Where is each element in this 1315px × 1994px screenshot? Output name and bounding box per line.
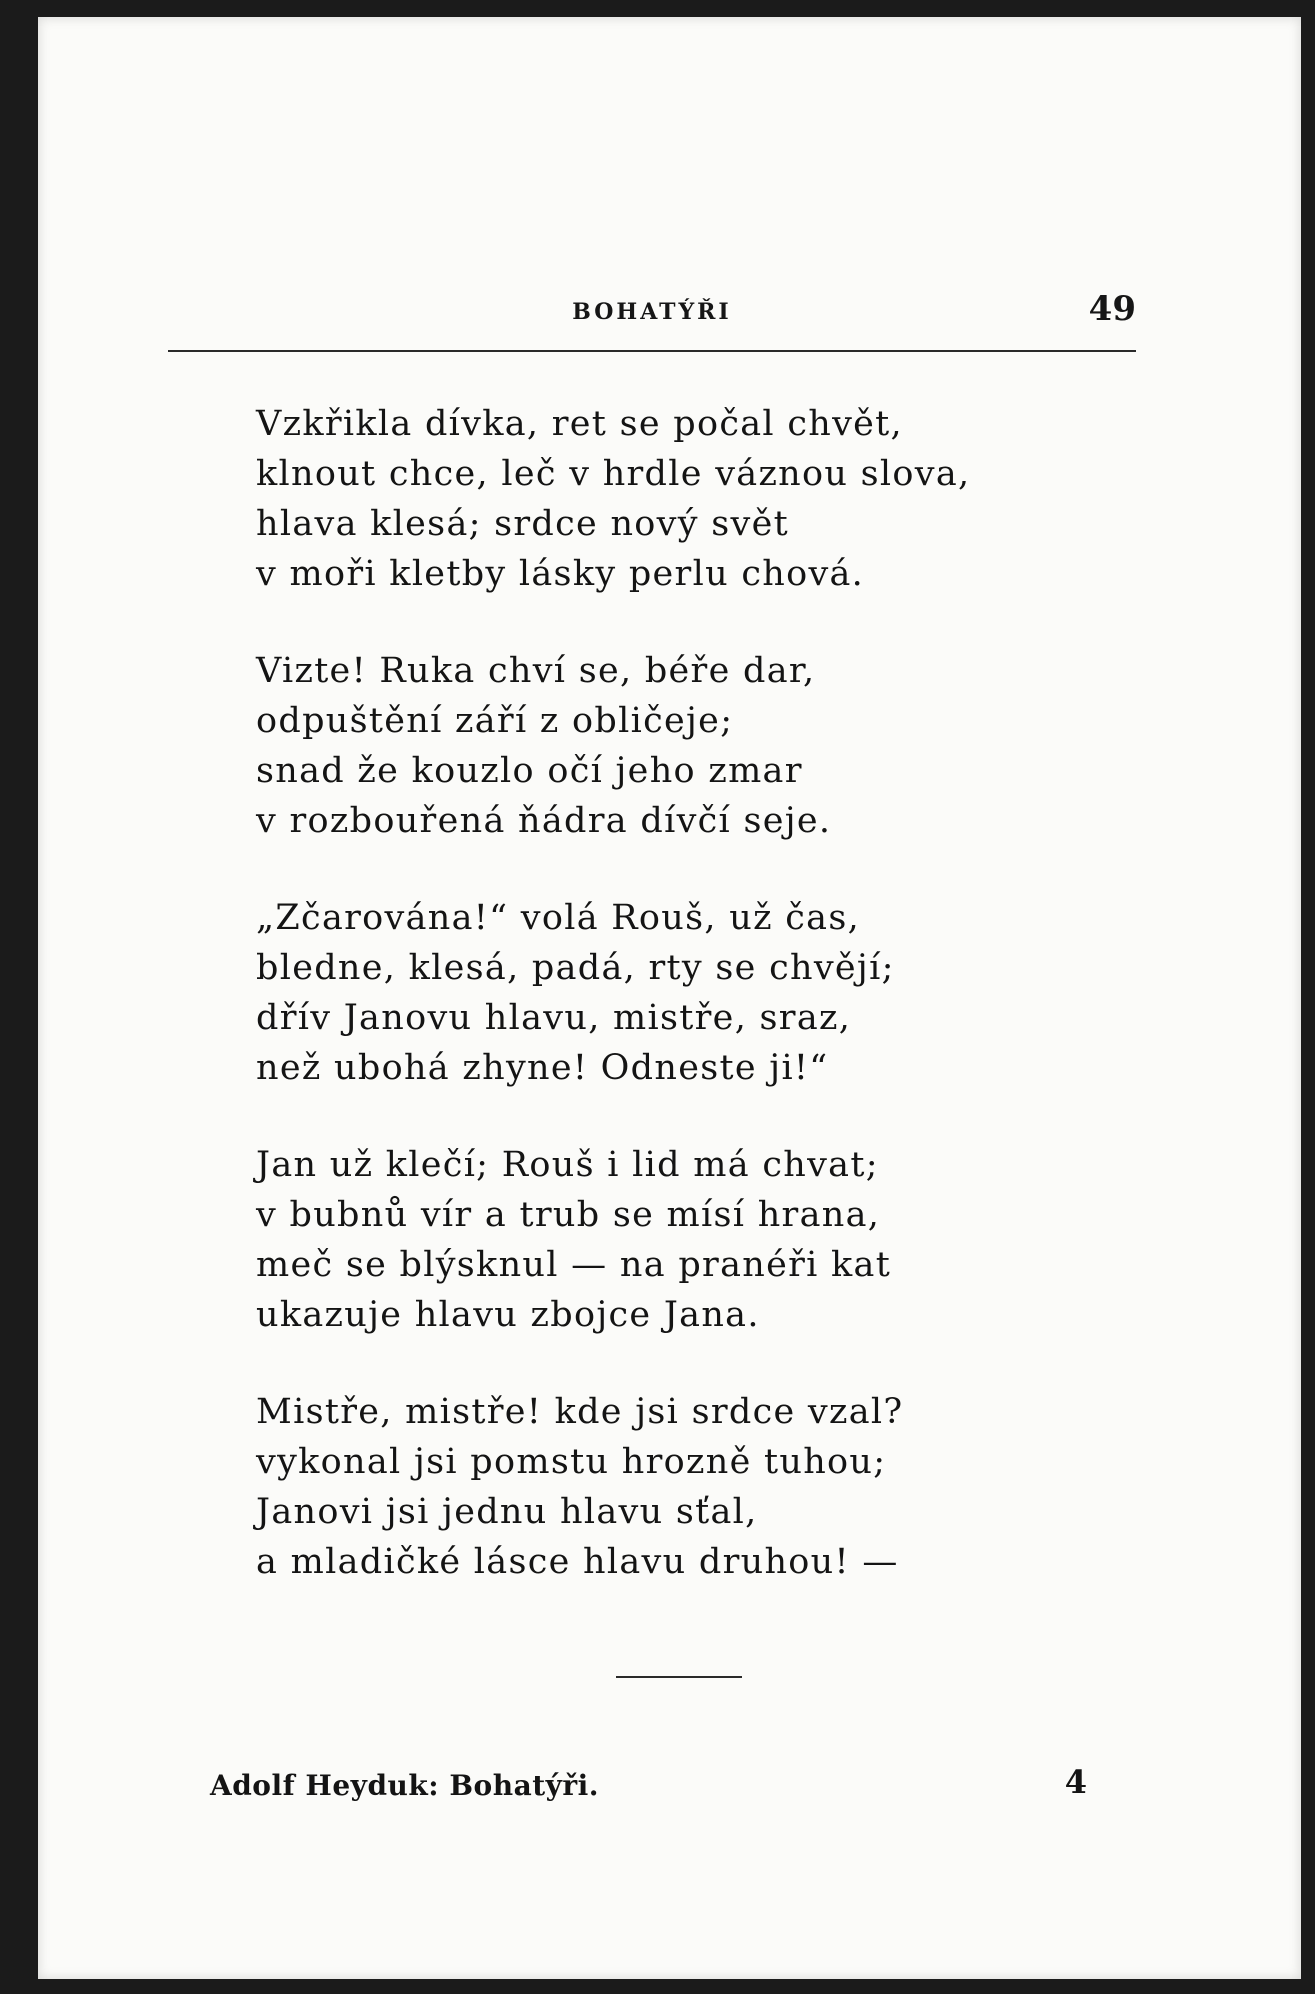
verse-line: Jan už klečí; Rouš i lid má chvat; — [256, 1145, 879, 1185]
verse-line: v bubnů vír a trub se mísí hrana, — [256, 1195, 881, 1235]
sheet-number: 4 — [1064, 1763, 1087, 1801]
header-rule — [168, 350, 1136, 352]
verse-line: v rozbouřená ňádra dívčí seje. — [256, 801, 832, 841]
poem — [256, 399, 1076, 1634]
stanza-2 — [256, 646, 1076, 846]
page-number: 49 — [1088, 289, 1136, 329]
stanza-4 — [256, 1140, 1076, 1340]
signature-line: Adolf Heyduk: Bohatýři. — [210, 1769, 600, 1802]
verse-line: Vizte! Ruka chví se, béře dar, — [256, 651, 816, 691]
verse-line: hlava klesá; srdce nový svět — [256, 504, 789, 544]
verse-line: Mistře, mistře! kde jsi srdce vzal? — [256, 1392, 904, 1432]
verse-line: dřív Janovu hlavu, mistře, sraz, — [256, 998, 852, 1038]
verse-line: snad že kouzlo očí jeho zmar — [256, 751, 803, 791]
verse-line: a mladičké lásce hlavu druhou! — — [256, 1542, 899, 1582]
verse-line: Janovi jsi jednu hlavu sťal, — [256, 1492, 758, 1532]
verse-line: bledne, klesá, padá, rty se chvějí; — [256, 948, 895, 988]
page-header — [168, 281, 1136, 341]
verse-line: v moři kletby lásky perlu chová. — [256, 554, 865, 594]
stanza-5 — [256, 1387, 1076, 1587]
verse-line: odpuštění září z obličeje; — [256, 701, 734, 741]
verse-line: než ubohá zhyne! Odneste ji!“ — [256, 1048, 829, 1088]
verse-line: Vzkřikla dívka, ret se počal chvět, — [256, 404, 903, 444]
verse-line: meč se blýsknul — na pranéři kat — [256, 1245, 892, 1285]
verse-line: vykonal jsi pomstu hrozně tuhou; — [256, 1442, 887, 1482]
end-rule — [616, 1676, 742, 1678]
stanza-1 — [256, 399, 1076, 599]
stanza-3 — [256, 893, 1076, 1093]
running-title: BOHATÝŘI — [572, 299, 732, 325]
verse-line: „Zčarována!“ volá Rouš, už čas, — [256, 898, 861, 938]
book-page — [38, 17, 1301, 1979]
verse-line: klnout chce, leč v hrdle váznou slova, — [256, 454, 971, 494]
verse-line: ukazuje hlavu zbojce Jana. — [256, 1295, 760, 1335]
